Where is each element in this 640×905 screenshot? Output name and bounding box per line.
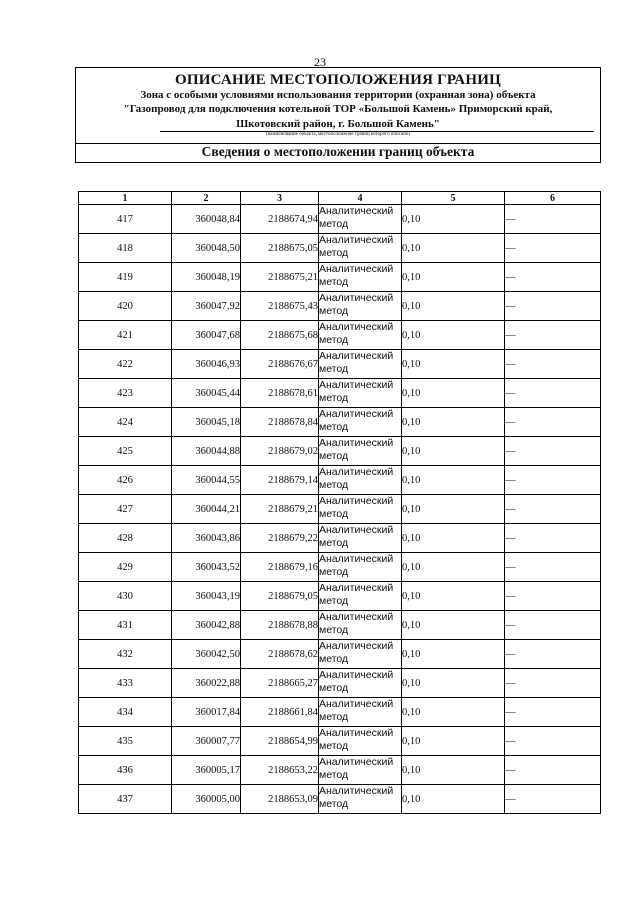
point-number-cell: 419 xyxy=(79,263,172,292)
column-header-4: 4 xyxy=(319,192,402,205)
object-description-line-3: Шкотовский район, г. Большой Камень" xyxy=(236,118,440,130)
accuracy-cell: 0,10 xyxy=(402,321,505,350)
y-coordinate-cell: 2188661,84 xyxy=(241,698,319,727)
x-coordinate-cell: 360044,21 xyxy=(172,495,241,524)
table-body xyxy=(79,205,601,814)
document-title: ОПИСАНИЕ МЕСТОПОЛОЖЕНИЯ ГРАНИЦ xyxy=(175,72,501,88)
point-number-cell: 420 xyxy=(79,292,172,321)
table-row xyxy=(79,263,601,292)
method-cell: Аналитический метод xyxy=(319,292,402,321)
point-number-cell: 437 xyxy=(79,785,172,814)
method-cell: Аналитический метод xyxy=(319,234,402,263)
table-row xyxy=(79,698,601,727)
x-coordinate-cell: 360048,19 xyxy=(172,263,241,292)
point-number-cell: 431 xyxy=(79,611,172,640)
table-row xyxy=(79,466,601,495)
accuracy-cell: 0,10 xyxy=(402,466,505,495)
point-number-cell: 425 xyxy=(79,437,172,466)
x-coordinate-cell: 360043,86 xyxy=(172,524,241,553)
note-cell: — xyxy=(505,292,601,321)
method-cell: Аналитический метод xyxy=(319,669,402,698)
note-cell: — xyxy=(505,727,601,756)
x-coordinate-cell: 360046,93 xyxy=(172,350,241,379)
point-number-cell: 422 xyxy=(79,350,172,379)
point-number-cell: 427 xyxy=(79,495,172,524)
method-cell: Аналитический метод xyxy=(319,205,402,234)
accuracy-cell: 0,10 xyxy=(402,582,505,611)
y-coordinate-cell: 2188653,09 xyxy=(241,785,319,814)
y-coordinate-cell: 2188675,43 xyxy=(241,292,319,321)
accuracy-cell: 0,10 xyxy=(402,524,505,553)
page-number: 23 xyxy=(314,55,326,69)
note-cell: — xyxy=(505,611,601,640)
column-header-6: 6 xyxy=(505,192,601,205)
x-coordinate-cell: 360048,84 xyxy=(172,205,241,234)
y-coordinate-cell: 2188675,68 xyxy=(241,321,319,350)
coordinates-table xyxy=(78,191,601,814)
point-number-cell: 432 xyxy=(79,640,172,669)
y-coordinate-cell: 2188679,16 xyxy=(241,553,319,582)
accuracy-cell: 0,10 xyxy=(402,234,505,263)
x-coordinate-cell: 360005,17 xyxy=(172,756,241,785)
column-header-1: 1 xyxy=(79,192,172,205)
y-coordinate-cell: 2188653,22 xyxy=(241,756,319,785)
y-coordinate-cell: 2188676,67 xyxy=(241,350,319,379)
note-cell: — xyxy=(505,263,601,292)
y-coordinate-cell: 2188679,02 xyxy=(241,437,319,466)
method-cell: Аналитический метод xyxy=(319,263,402,292)
note-cell: — xyxy=(505,785,601,814)
accuracy-cell: 0,10 xyxy=(402,640,505,669)
column-header-2: 2 xyxy=(172,192,241,205)
column-header-3: 3 xyxy=(241,192,319,205)
table-row xyxy=(79,292,601,321)
accuracy-cell: 0,10 xyxy=(402,379,505,408)
point-number-cell: 433 xyxy=(79,669,172,698)
point-number-cell: 429 xyxy=(79,553,172,582)
accuracy-cell: 0,10 xyxy=(402,553,505,582)
method-cell: Аналитический метод xyxy=(319,640,402,669)
y-coordinate-cell: 2188678,62 xyxy=(241,640,319,669)
accuracy-cell: 0,10 xyxy=(402,408,505,437)
note-cell: — xyxy=(505,408,601,437)
y-coordinate-cell: 2188678,84 xyxy=(241,408,319,437)
object-caption: (наименование объекта, местоположение границ которого описано) xyxy=(265,132,411,137)
table-row xyxy=(79,321,601,350)
x-coordinate-cell: 360043,19 xyxy=(172,582,241,611)
note-cell: — xyxy=(505,321,601,350)
y-coordinate-cell: 2188665,27 xyxy=(241,669,319,698)
accuracy-cell: 0,10 xyxy=(402,437,505,466)
method-cell: Аналитический метод xyxy=(319,756,402,785)
note-cell: — xyxy=(505,524,601,553)
y-coordinate-cell: 2188679,14 xyxy=(241,466,319,495)
table-row xyxy=(79,350,601,379)
table-header-row xyxy=(79,192,601,205)
y-coordinate-cell: 2188679,21 xyxy=(241,495,319,524)
object-description-line-1: Зона с особыми условиями использования территории (охранная зона) объекта xyxy=(140,89,536,101)
header-box xyxy=(75,67,601,163)
table-row xyxy=(79,727,601,756)
column-header-5: 5 xyxy=(402,192,505,205)
point-number-cell: 417 xyxy=(79,205,172,234)
table-row xyxy=(79,234,601,263)
method-cell: Аналитический метод xyxy=(319,553,402,582)
x-coordinate-cell: 360044,55 xyxy=(172,466,241,495)
note-cell: — xyxy=(505,466,601,495)
table-row xyxy=(79,408,601,437)
x-coordinate-cell: 360043,52 xyxy=(172,553,241,582)
accuracy-cell: 0,10 xyxy=(402,727,505,756)
x-coordinate-cell: 360045,44 xyxy=(172,379,241,408)
note-cell: — xyxy=(505,698,601,727)
y-coordinate-cell: 2188678,88 xyxy=(241,611,319,640)
x-coordinate-cell: 360007,77 xyxy=(172,727,241,756)
method-cell: Аналитический метод xyxy=(319,611,402,640)
y-coordinate-cell: 2188679,05 xyxy=(241,582,319,611)
accuracy-cell: 0,10 xyxy=(402,785,505,814)
table-row xyxy=(79,582,601,611)
point-number-cell: 430 xyxy=(79,582,172,611)
x-coordinate-cell: 360047,68 xyxy=(172,321,241,350)
method-cell: Аналитический метод xyxy=(319,437,402,466)
table-row xyxy=(79,611,601,640)
accuracy-cell: 0,10 xyxy=(402,698,505,727)
x-coordinate-cell: 360017,84 xyxy=(172,698,241,727)
table-row xyxy=(79,437,601,466)
method-cell: Аналитический метод xyxy=(319,495,402,524)
accuracy-cell: 0,10 xyxy=(402,292,505,321)
table-row xyxy=(79,379,601,408)
point-number-cell: 434 xyxy=(79,698,172,727)
method-cell: Аналитический метод xyxy=(319,466,402,495)
method-cell: Аналитический метод xyxy=(319,727,402,756)
method-cell: Аналитический метод xyxy=(319,379,402,408)
x-coordinate-cell: 360047,92 xyxy=(172,292,241,321)
note-cell: — xyxy=(505,756,601,785)
note-cell: — xyxy=(505,582,601,611)
accuracy-cell: 0,10 xyxy=(402,205,505,234)
method-cell: Аналитический метод xyxy=(319,350,402,379)
point-number-cell: 435 xyxy=(79,727,172,756)
note-cell: — xyxy=(505,350,601,379)
note-cell: — xyxy=(505,205,601,234)
table-row xyxy=(79,640,601,669)
note-cell: — xyxy=(505,669,601,698)
point-number-cell: 423 xyxy=(79,379,172,408)
note-cell: — xyxy=(505,437,601,466)
accuracy-cell: 0,10 xyxy=(402,669,505,698)
table-row xyxy=(79,669,601,698)
accuracy-cell: 0,10 xyxy=(402,495,505,524)
note-cell: — xyxy=(505,379,601,408)
accuracy-cell: 0,10 xyxy=(402,350,505,379)
y-coordinate-cell: 2188674,94 xyxy=(241,205,319,234)
method-cell: Аналитический метод xyxy=(319,582,402,611)
x-coordinate-cell: 360044,88 xyxy=(172,437,241,466)
x-coordinate-cell: 360045,18 xyxy=(172,408,241,437)
accuracy-cell: 0,10 xyxy=(402,756,505,785)
accuracy-cell: 0,10 xyxy=(402,611,505,640)
y-coordinate-cell: 2188675,21 xyxy=(241,263,319,292)
object-description-line-2: "Газопровод для подключения котельной ТОР «Большой Камень» Приморский край, xyxy=(123,103,553,115)
x-coordinate-cell: 360022,88 xyxy=(172,669,241,698)
accuracy-cell: 0,10 xyxy=(402,263,505,292)
table-row xyxy=(79,524,601,553)
y-coordinate-cell: 2188678,61 xyxy=(241,379,319,408)
x-coordinate-cell: 360042,88 xyxy=(172,611,241,640)
x-coordinate-cell: 360042,50 xyxy=(172,640,241,669)
x-coordinate-cell: 360048,50 xyxy=(172,234,241,263)
point-number-cell: 418 xyxy=(79,234,172,263)
note-cell: — xyxy=(505,495,601,524)
point-number-cell: 421 xyxy=(79,321,172,350)
y-coordinate-cell: 2188654,99 xyxy=(241,727,319,756)
method-cell: Аналитический метод xyxy=(319,321,402,350)
table-row xyxy=(79,756,601,785)
point-number-cell: 428 xyxy=(79,524,172,553)
note-cell: — xyxy=(505,553,601,582)
table-row xyxy=(79,205,601,234)
x-coordinate-cell: 360005,00 xyxy=(172,785,241,814)
method-cell: Аналитический метод xyxy=(319,698,402,727)
section-subheader: Сведения о местоположении границ объекта xyxy=(201,144,475,159)
point-number-cell: 436 xyxy=(79,756,172,785)
table-row xyxy=(79,553,601,582)
method-cell: Аналитический метод xyxy=(319,785,402,814)
y-coordinate-cell: 2188675,05 xyxy=(241,234,319,263)
method-cell: Аналитический метод xyxy=(319,408,402,437)
table-row xyxy=(79,495,601,524)
table-row xyxy=(79,785,601,814)
y-coordinate-cell: 2188679,22 xyxy=(241,524,319,553)
point-number-cell: 426 xyxy=(79,466,172,495)
point-number-cell: 424 xyxy=(79,408,172,437)
method-cell: Аналитический метод xyxy=(319,524,402,553)
note-cell: — xyxy=(505,640,601,669)
note-cell: — xyxy=(505,234,601,263)
